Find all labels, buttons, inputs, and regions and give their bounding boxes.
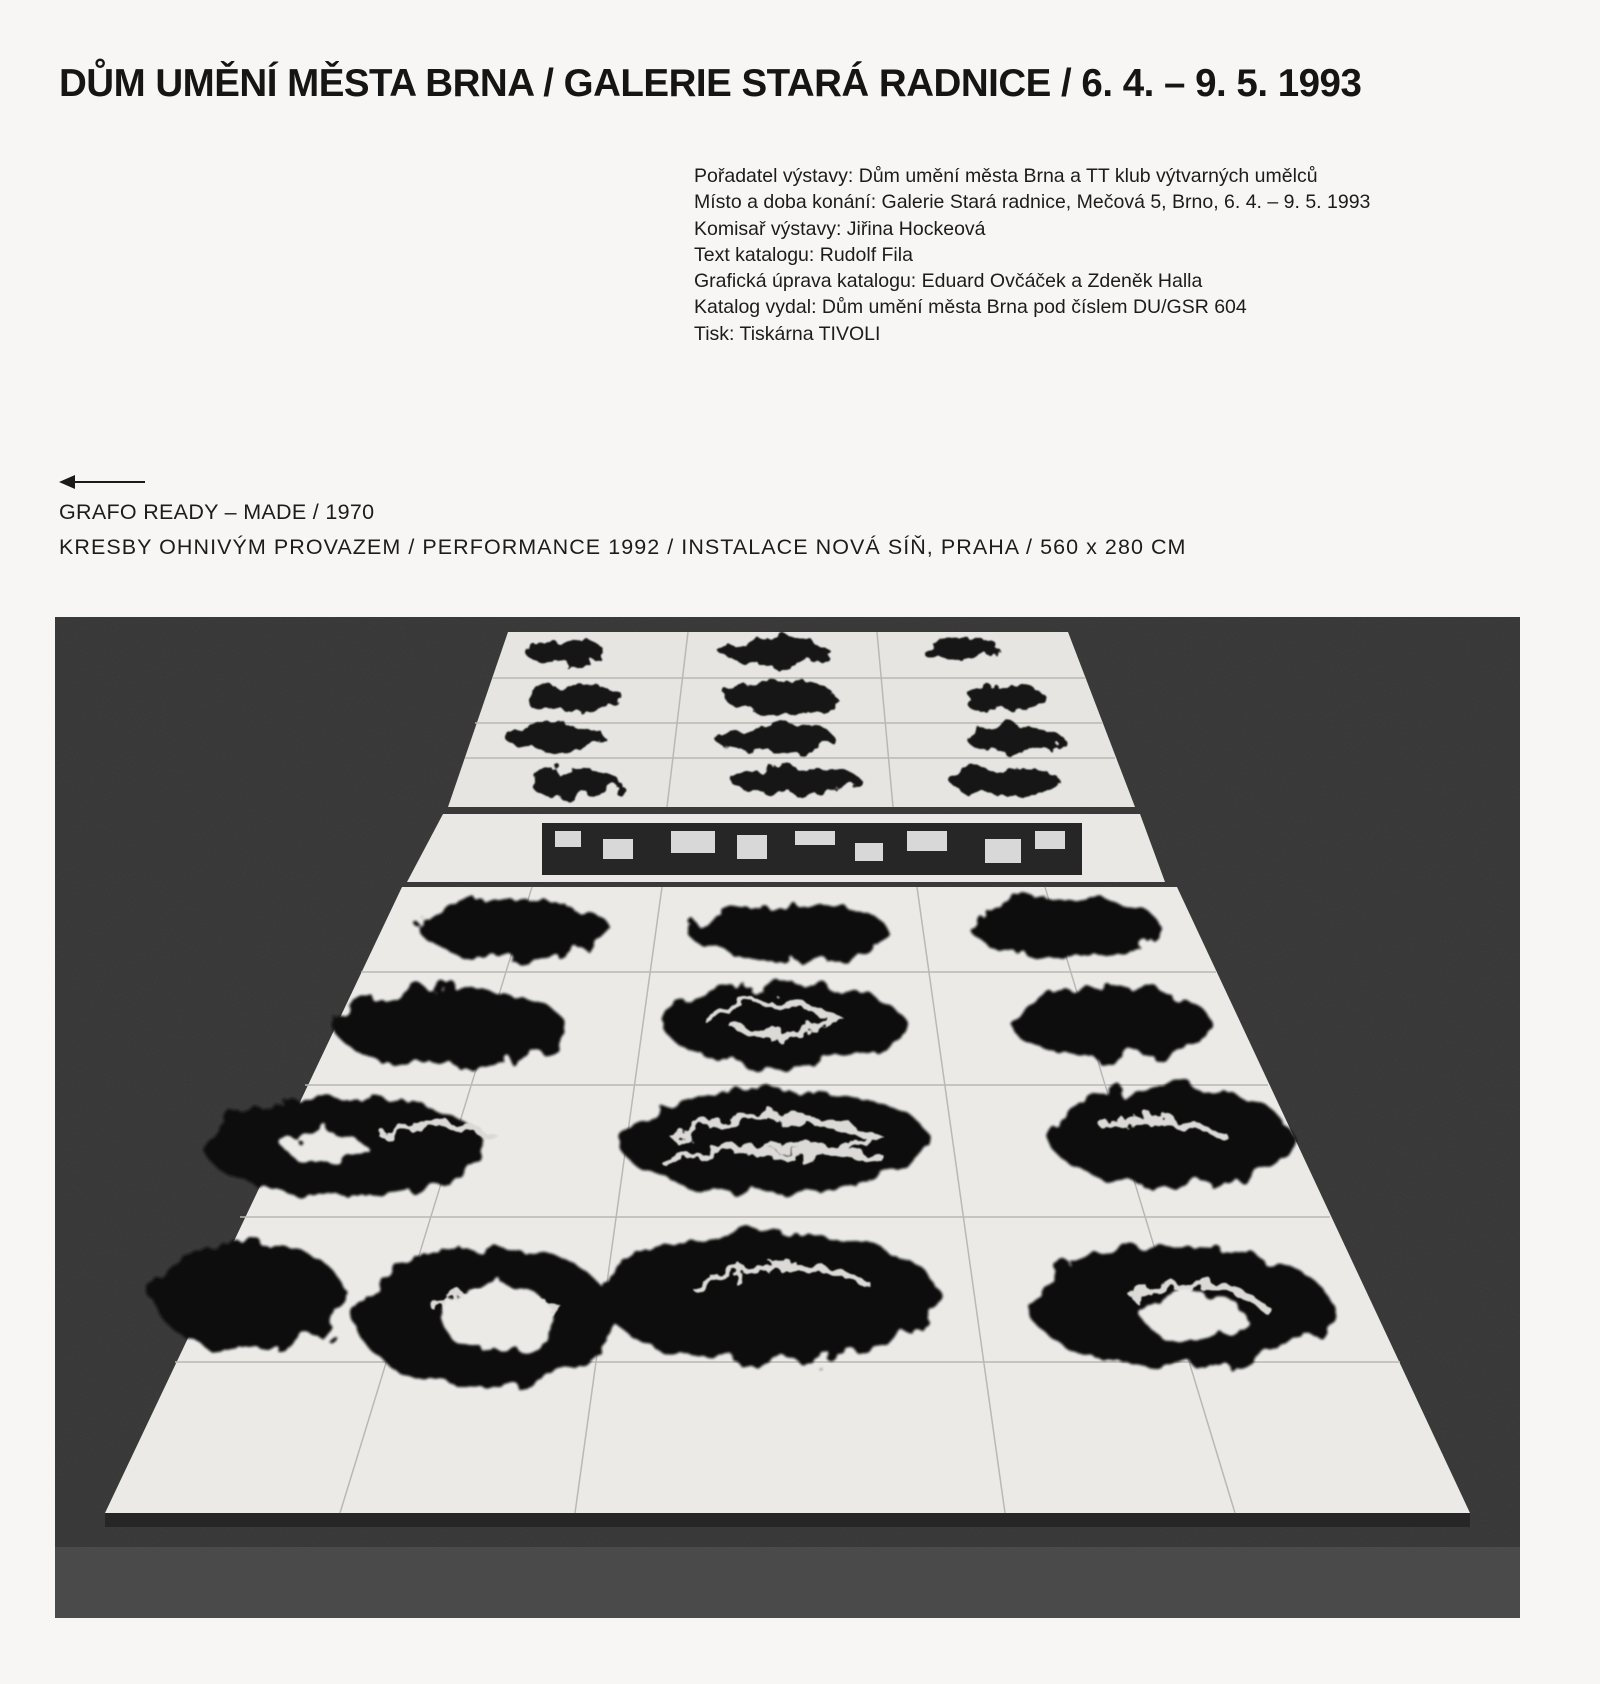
credit-publisher: Katalog vydal: Dům umění města Brna pod číslem DU/GSR 604 [694, 296, 1247, 319]
caption-work-details: KRESBY OHNIVÝM PROVAZEM / PERFORMANCE 1992 / INSTALACE NOVÁ SÍŇ, PRAHA / 560 x 280 CM [59, 535, 1187, 559]
credits-block [694, 163, 1370, 347]
credit-text: Text katalogu: Rudolf Fila [694, 243, 913, 266]
credit-curator: Komisař výstavy: Jiřina Hockeová [694, 217, 986, 240]
caption-work-title: GRAFO READY – MADE / 1970 [59, 500, 375, 524]
credit-organizer: Pořadatel výstavy: Dům umění města Brna a TT klub výtvarných umělců [694, 165, 1318, 187]
installation-photo [55, 617, 1520, 1618]
left-arrow-icon [59, 474, 145, 490]
credit-print: Tisk: Tiskárna TIVOLI [694, 322, 881, 345]
page-title: DŮM UMĚNÍ MĚSTA BRNA / GALERIE STARÁ RADNICE / 6. 4. – 9. 5. 1993 [59, 62, 1362, 105]
credit-design: Grafická úprava katalogu: Eduard Ovčáček a Zdeněk Halla [694, 270, 1203, 293]
installation-photo-drawing [55, 617, 1520, 1618]
credit-venue: Místo a doba konání: Galerie Stará radnice, Mečová 5, Brno, 6. 4. – 9. 5. 1993 [694, 191, 1371, 214]
